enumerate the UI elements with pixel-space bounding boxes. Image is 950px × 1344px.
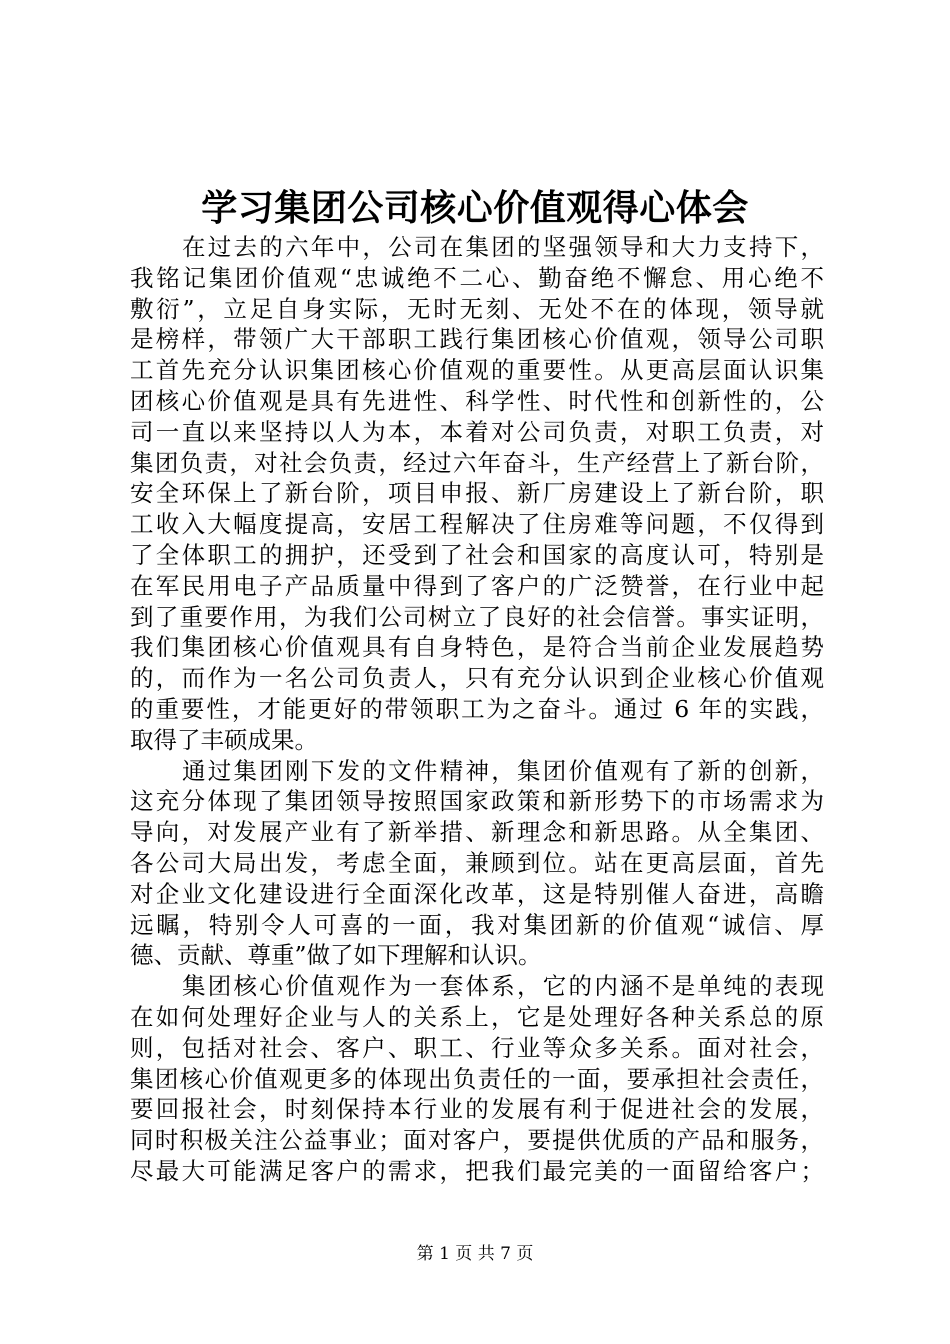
- text-line: 同时积极关注公益事业；面对客户，要提供优质的产品和服务，: [130, 1126, 824, 1155]
- paragraph-2: [130, 756, 824, 972]
- text-line: 在过去的六年中，公司在集团的坚强领导和大力支持下，: [182, 233, 824, 261]
- text-line: 了全体职工的拥护，还受到了社会和国家的高度认可，特别是: [130, 540, 824, 569]
- text-line: 敷衍”，立足自身实际，无时无刻、无处不在的体现，领导就: [130, 294, 824, 323]
- text-line: 到了重要作用，为我们公司树立了良好的社会信誉。事实证明，: [130, 602, 824, 631]
- text-line: 各公司大局出发，考虑全面，兼顾到位。站在更高层面，首先: [130, 848, 824, 877]
- text-line: 德、贡献、尊重”做了如下理解和认识。: [130, 941, 542, 970]
- text-line: 团核心价值观是具有先进性、科学性、时代性和创新性的，公: [130, 386, 824, 415]
- text-line: 取得了丰硕成果。: [130, 725, 318, 754]
- text-line: 这充分体现了集团领导按照国家政策和新形势下的市场需求为: [130, 787, 824, 816]
- text-line: 司一直以来坚持以人为本，本着对公司负责，对职工负责，对: [130, 417, 824, 446]
- text-line: 是榜样，带领广大干部职工践行集团核心价值观，领导公司职: [130, 325, 824, 354]
- page-footer: 第 1 页 共 7 页: [416, 1244, 534, 1264]
- text-line: 集团负责，对社会负责，经过六年奋斗，生产经营上了新台阶，: [130, 448, 824, 477]
- text-line: 安全环保上了新台阶，项目申报、新厂房建设上了新台阶，职: [130, 479, 824, 508]
- paragraph-3: [130, 971, 824, 1187]
- text-line: 要回报社会，时刻保持本行业的发展有利于促进社会的发展，: [130, 1095, 824, 1124]
- text-line: 在如何处理好企业与人的关系上，它是处理好各种关系总的原: [130, 1002, 824, 1031]
- text-line: 我铭记集团价值观“忠诚绝不二心、勤奋绝不懈怠、用心绝不: [130, 263, 824, 292]
- text-line: 的，而作为一名公司负责人，只有充分认识到企业核心价值观: [130, 664, 824, 693]
- text-line: 的重要性，才能更好的带领职工为之奋斗。通过 6 年的实践，: [130, 694, 824, 723]
- document-body: [130, 232, 824, 1187]
- text-line: 工收入大幅度提高，安居工程解决了住房难等问题，不仅得到: [130, 510, 824, 539]
- paragraph-1: [130, 232, 824, 756]
- text-line: 在军民用电子产品质量中得到了客户的广泛赞誉，在行业中起: [130, 571, 824, 600]
- text-line: 我们集团核心价值观具有自身特色，是符合当前企业发展趋势: [130, 633, 824, 662]
- text-line: 则，包括对社会、客户、职工、行业等众多关系。面对社会，: [130, 1033, 824, 1062]
- text-line: 远瞩，特别令人可喜的一面，我对集团新的价值观“诚信、厚: [130, 910, 824, 939]
- text-line: 导向，对发展产业有了新举措、新理念和新思路。从全集团、: [130, 818, 824, 847]
- text-line: 工首先充分认识集团核心价值观的重要性。从更高层面认识集: [130, 356, 824, 385]
- text-line: 集团核心价值观更多的体现出负责任的一面，要承担社会责任，: [130, 1064, 824, 1093]
- text-line: 尽最大可能满足客户的需求，把我们最完美的一面留给客户；: [130, 1156, 824, 1185]
- document-title: 学习集团公司核心价值观得心体会: [201, 187, 749, 229]
- text-line: 集团核心价值观作为一套体系，它的内涵不是单纯的表现: [182, 972, 824, 1001]
- text-line: 对企业文化建设进行全面深化改革，这是特别催人奋进，高瞻: [130, 879, 824, 908]
- text-line: 通过集团刚下发的文件精神，集团价值观有了新的创新，: [182, 756, 824, 785]
